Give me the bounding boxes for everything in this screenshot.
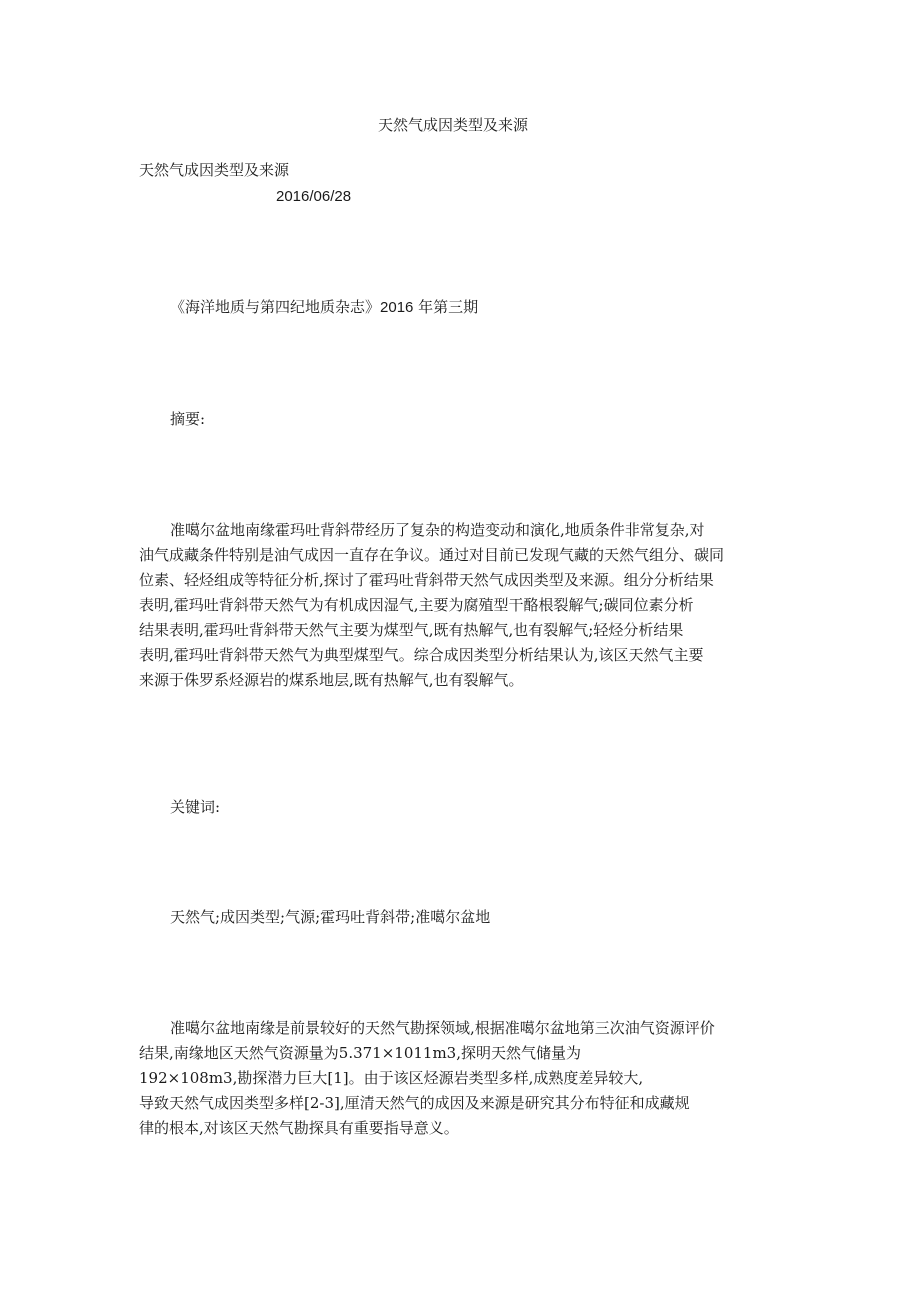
abstract-line: 准噶尔盆地南缘霍玛吐背斜带经历了复杂的构造变动和演化,地质条件非常复杂,对: [170, 521, 705, 539]
publish-date: 2016/06/28: [276, 188, 352, 205]
abstract-line: 结果表明,霍玛吐背斜带天然气主要为煤型气,既有热解气,也有裂解气;轻烃分析结果: [139, 621, 684, 639]
source-citation: [170, 296, 478, 319]
intro-line: 律的根本,对该区天然气勘探具有重要指导意义。: [139, 1119, 459, 1137]
abstract-paragraph: [139, 518, 789, 693]
intro-line: 192×108m3,勘探潜力巨大[1]。由于该区烃源岩类型多样,成熟度差异较大,: [139, 1069, 644, 1087]
keywords-label: 关键词:: [170, 798, 221, 816]
journal-name: 《海洋地质与第四纪地质杂志》: [170, 298, 381, 316]
article-heading: 天然气成因类型及来源: [139, 161, 290, 179]
journal-year: 2016: [380, 299, 414, 316]
document-title: 天然气成因类型及来源: [378, 116, 529, 134]
intro-paragraph: [139, 1016, 789, 1141]
abstract-line: 表明,霍玛吐背斜带天然气为典型煤型气。综合成因类型分析结果认为,该区天然气主要: [139, 646, 704, 664]
abstract-line: 位素、轻烃组成等特征分析,探讨了霍玛吐背斜带天然气成因类型及来源。组分分析结果: [139, 571, 714, 589]
abstract-line: 来源于侏罗系烃源岩的煤系地层,既有热解气,也有裂解气。: [139, 671, 524, 689]
intro-line: 导致天然气成因类型多样[2-3],厘清天然气的成因及来源是研究其分布特征和成藏规: [139, 1094, 690, 1112]
keywords-list: 天然气;成因类型;气源;霍玛吐背斜带;准噶尔盆地: [170, 908, 491, 926]
abstract-label: 摘要:: [170, 410, 206, 428]
abstract-line: 油气成藏条件特别是油气成因一直存在争议。通过对目前已发现气藏的天然气组分、碳同: [139, 546, 725, 564]
abstract-line: 表明,霍玛吐背斜带天然气为有机成因湿气,主要为腐殖型干酪根裂解气;碳同位素分析: [139, 596, 694, 614]
intro-line: 准噶尔盆地南缘是前景较好的天然气勘探领域,根据准噶尔盆地第三次油气资源评价: [170, 1019, 715, 1037]
intro-line: 结果,南缘地区天然气资源量为5.371×1011m3,探明天然气储量为: [139, 1044, 581, 1062]
journal-issue: 年第三期: [418, 298, 479, 316]
